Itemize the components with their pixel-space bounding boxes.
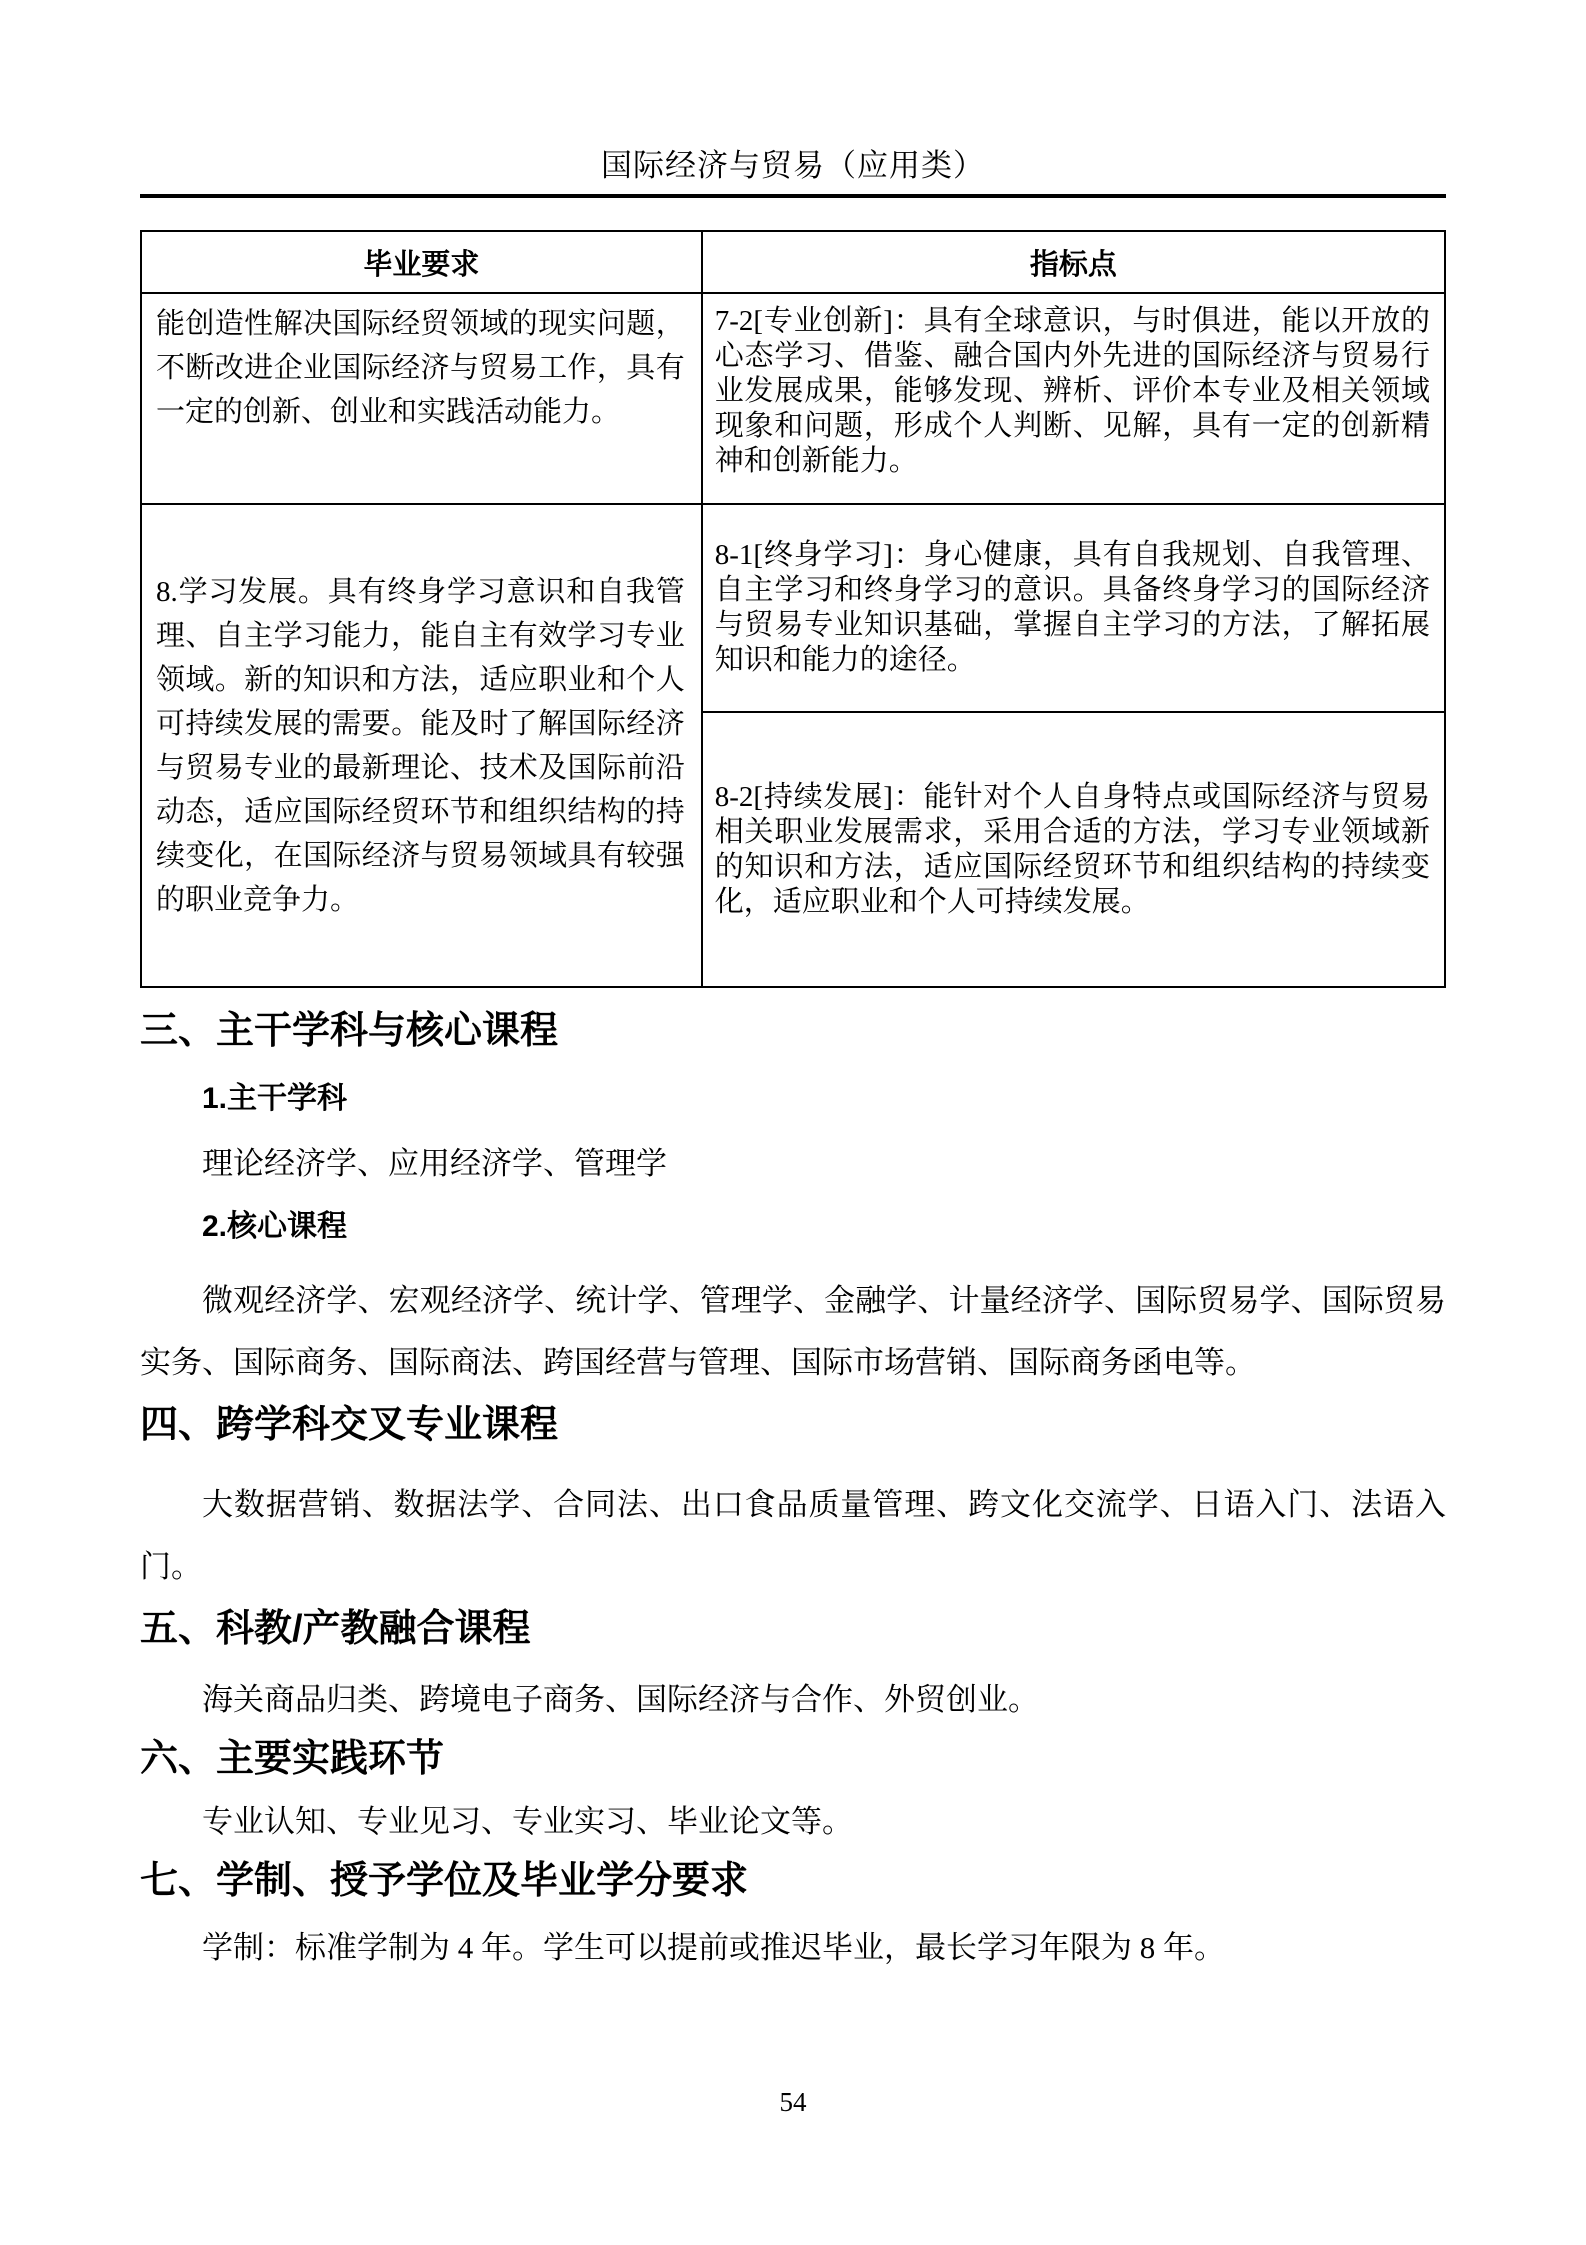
section-6-heading: 六、主要实践环节 [140, 1738, 445, 1780]
graduation-requirements-table [140, 230, 1446, 988]
section-7-paragraph: 学制：标准学制为 4 年。学生可以提前或推迟毕业，最长学习年限为 8 年。 [202, 1930, 1225, 1965]
section-5-paragraph: 海关商品归类、跨境电子商务、国际经济与合作、外贸创业。 [202, 1682, 1039, 1717]
section-7-heading: 七、学制、授予学位及毕业学分要求 [140, 1860, 749, 1902]
page-number: 54 [779, 2087, 807, 2117]
requirement-cell-8: 8.学习发展。具有终身学习意识和自我管理、自主学习能力，能自主有效学习专业领域。新的知识和方法，适应职业和个人可持续发展的需要。能及时了解国际经济与贸易专业的最新理论、技术及国际前沿动态，适应国际经贸环节和组织结构的持续变化，在国际经济与贸易领域具有较强的职业竞争力。 [141, 504, 702, 987]
table-header-indicators: 指标点 [702, 231, 1445, 293]
section-3-subheading-main-disciplines: 1.主干学科 [202, 1082, 348, 1115]
indicator-cell-8-1: 8-1[终身学习]：身心健康，具有自我规划、自我管理、自主学习和终身学习的意识。具备终身学习的国际经济与贸易专业知识基础，掌握自主学习的方法，了解拓展知识和能力的途径。 [702, 504, 1445, 712]
requirement-cell-7: 能创造性解决国际经贸领域的现实问题，不断改进企业国际经济与贸易工作，具有一定的创新、创业和实践活动能力。 [141, 293, 702, 504]
page-header-title: 国际经济与贸易（应用类） [601, 148, 985, 183]
section-3-subheading-core-courses: 2.核心课程 [202, 1210, 348, 1243]
section-3-paragraph-core-courses: 微观经济学、宏观经济学、统计学、管理学、金融学、计量经济学、国际贸易学、国际贸易实务、国际商务、国际商法、跨国经营与管理、国际市场营销、国际商务函电等。 [140, 1283, 1446, 1380]
header-rule [140, 194, 1446, 198]
table-row [141, 504, 1445, 712]
table-header-row [141, 231, 1445, 293]
section-4-paragraph: 大数据营销、数据法学、合同法、出口食品质量管理、跨文化交流学、日语入门、法语入门。 [140, 1487, 1446, 1584]
indicator-cell-8-2: 8-2[持续发展]：能针对个人自身特点或国际经济与贸易相关职业发展需求，采用合适的方法，学习专业领域新的知识和方法，适应国际经贸环节和组织结构的持续变化，适应职业和个人可持续发展。 [702, 712, 1445, 987]
section-4-heading: 四、跨学科交叉专业课程 [140, 1404, 559, 1446]
section-5-heading: 五、科教/产教融合课程 [140, 1608, 531, 1650]
section-6-paragraph: 专业认知、专业见习、专业实习、毕业论文等。 [202, 1804, 853, 1839]
indicator-cell-7-2: 7-2[专业创新]：具有全球意识，与时俱进，能以开放的心态学习、借鉴、融合国内外先进的国际经济与贸易行业发展成果，能够发现、辨析、评价本专业及相关领域现象和问题，形成个人判断、见解，具有一定的创新精神和创新能力。 [702, 293, 1445, 504]
section-3-paragraph-main-disciplines: 理论经济学、应用经济学、管理学 [202, 1146, 667, 1181]
table-row [141, 293, 1445, 504]
table-header-requirements: 毕业要求 [141, 231, 702, 293]
section-3-heading: 三、主干学科与核心课程 [140, 1010, 559, 1052]
